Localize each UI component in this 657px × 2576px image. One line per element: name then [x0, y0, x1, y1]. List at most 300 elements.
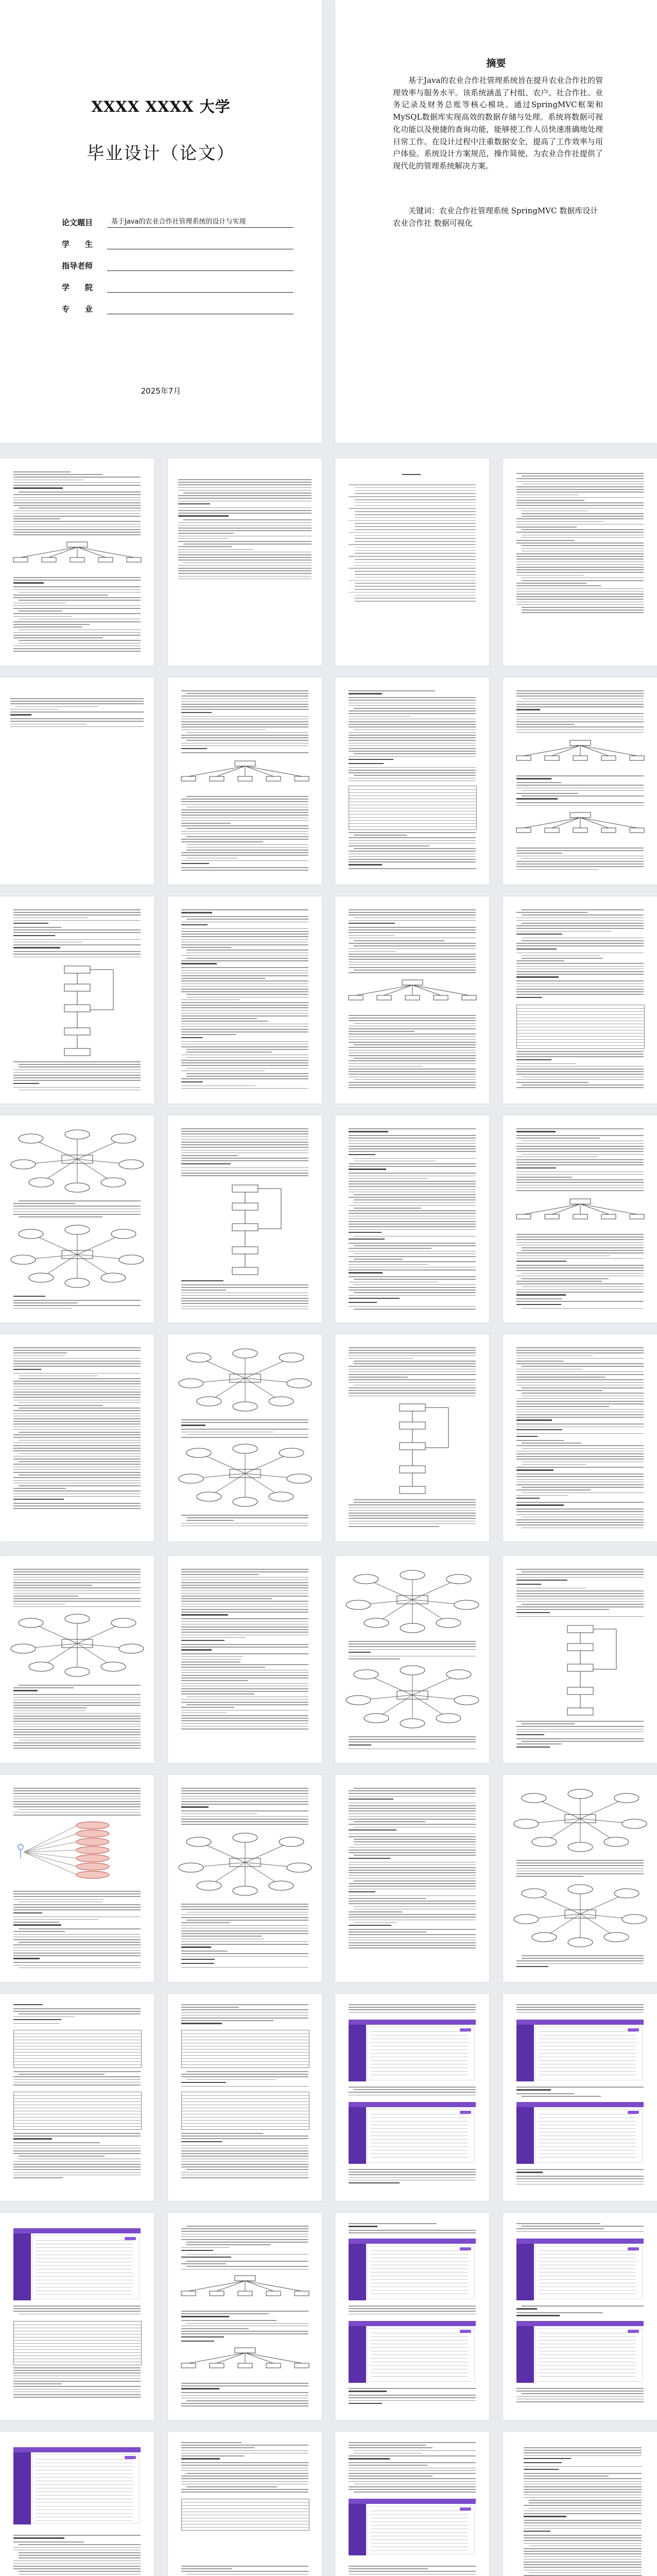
use-case-diagram	[0, 1821, 154, 1886]
table-row	[349, 789, 476, 790]
page-content-line	[13, 1596, 78, 1597]
page-content-line	[516, 1865, 644, 1866]
page-content-line	[186, 919, 308, 920]
page-content-line	[181, 2164, 308, 2165]
page-content-line	[524, 2526, 642, 2527]
page-content-line	[349, 1819, 476, 1820]
section-heading	[349, 1744, 371, 1745]
page-content-line	[181, 2145, 308, 2146]
page-content-line	[516, 518, 644, 519]
page-content-line	[349, 851, 476, 852]
page-content-line	[181, 1173, 308, 1174]
page-content-line	[516, 969, 644, 970]
page-content-line	[349, 1213, 476, 1214]
page-content-line	[349, 1814, 476, 1815]
page-content-line	[524, 2537, 642, 2538]
page-content-line	[181, 1693, 254, 1694]
page-content-line	[181, 1029, 308, 1030]
page-content-line	[349, 1369, 476, 1370]
page-content-line	[516, 853, 562, 854]
page-content-line	[516, 1185, 644, 1186]
page-content-line	[529, 2502, 642, 2503]
page-content-line	[349, 1066, 423, 1067]
page-content-line	[349, 770, 476, 771]
screenshot-row	[539, 2031, 636, 2032]
page-content-line	[181, 1814, 257, 1815]
page-content-line	[349, 767, 476, 768]
page-content-line	[349, 1862, 476, 1863]
page-content-line	[349, 2470, 476, 2471]
toc-entry	[355, 586, 476, 587]
page-content-line	[181, 2333, 308, 2334]
page-content-line	[13, 2153, 141, 2154]
page-content-line	[349, 909, 476, 910]
page-content-line	[516, 1054, 644, 1055]
page-content-line	[13, 920, 141, 921]
page-content-line	[349, 1295, 476, 1296]
page-content-line	[516, 788, 644, 789]
page-content-line	[13, 2164, 141, 2165]
section-heading	[13, 947, 60, 948]
page-content-line	[524, 2473, 642, 2474]
page-content-line	[516, 1056, 644, 1057]
page-content-line	[349, 772, 476, 773]
page-content-line	[13, 1697, 141, 1698]
flow-chart	[0, 963, 154, 1059]
toc-entry	[355, 523, 476, 524]
screenshot-row	[371, 2543, 468, 2544]
page-content-line	[529, 2546, 642, 2547]
screenshot-button	[628, 2028, 639, 2031]
page-content-line	[178, 560, 312, 561]
page-content-line	[516, 594, 644, 595]
screenshot-row	[539, 2268, 636, 2269]
thumbnail-page	[0, 1994, 154, 2201]
page-content-line	[349, 1069, 476, 1070]
page-content-line	[516, 1409, 644, 1410]
page-content-line	[13, 2008, 141, 2009]
page-content-line	[354, 1880, 476, 1882]
screenshot-row	[371, 2121, 468, 2122]
page-content-line	[349, 1396, 476, 1397]
page-content-line	[181, 820, 308, 821]
page-content-line	[349, 1929, 476, 1930]
page-content-line	[181, 2086, 308, 2087]
page-content-line	[19, 619, 141, 620]
page-content-line	[13, 1899, 103, 1900]
page-content-line	[524, 2486, 642, 2487]
page-content-line	[19, 2074, 105, 2075]
thumbnail-page	[0, 896, 154, 1104]
page-content-line	[516, 1063, 576, 1064]
screenshot-row	[371, 2031, 468, 2032]
page-content-line	[181, 1790, 308, 1791]
page-content-line	[186, 2169, 308, 2170]
page-content-line	[516, 730, 644, 731]
page-content-line	[524, 2553, 642, 2554]
section-heading	[516, 1167, 556, 1168]
page-content-line	[516, 1361, 563, 1362]
page-content-line	[516, 1476, 644, 1477]
section-heading	[13, 2004, 43, 2005]
screenshot-row	[371, 2340, 468, 2341]
page-content-line	[349, 1379, 476, 1380]
page-content-line	[516, 524, 644, 525]
page-content-line	[516, 704, 644, 705]
page-content-line	[522, 909, 644, 910]
page-content-line	[349, 1178, 427, 1179]
field-advisor	[62, 249, 293, 271]
page-content-line	[354, 1385, 476, 1386]
page-content-line	[524, 2570, 642, 2571]
page-content-line	[349, 1736, 476, 1737]
page-content-line	[349, 935, 394, 936]
page-content-line	[524, 2556, 642, 2557]
screenshot-row	[371, 2347, 468, 2348]
page-content-line	[181, 1142, 308, 1143]
page-content-line	[349, 1306, 476, 1307]
page-content-line	[19, 1928, 141, 1929]
page-content-line	[181, 2478, 308, 2479]
page-content-line	[516, 1347, 644, 1348]
page-content-line	[349, 938, 476, 939]
page-content-line	[522, 1517, 644, 1518]
page-content-line	[13, 1922, 59, 1923]
page-content-line	[13, 1209, 141, 1210]
page-content-line	[349, 1803, 476, 1804]
section-heading	[181, 2082, 226, 2083]
screenshot-sidebar	[349, 2504, 366, 2555]
page-content-line	[522, 2226, 644, 2227]
page-content-line	[349, 2478, 476, 2479]
section-heading	[181, 1649, 212, 1650]
page-content-line	[13, 1955, 141, 1956]
screenshot-row	[371, 2146, 468, 2147]
page-content-line	[181, 991, 308, 992]
page-content-line	[524, 2548, 642, 2549]
page-content-line	[516, 1509, 644, 1510]
section-heading	[13, 1499, 64, 1500]
page-content-line	[181, 2159, 308, 2160]
page-content-line	[516, 1495, 568, 1496]
page-content-line	[181, 2009, 308, 2010]
screenshot-row	[539, 2157, 636, 2158]
page-content-line	[13, 1363, 141, 1364]
page-content-line	[522, 940, 644, 941]
page-content-line	[181, 1577, 308, 1578]
page-content-line	[13, 2166, 141, 2167]
page-content-line	[349, 1138, 476, 1139]
page-content-line	[349, 2468, 476, 2469]
page-content-line	[181, 1585, 308, 1586]
page-content-line	[516, 785, 644, 786]
page-content-line	[349, 756, 476, 757]
screenshot-content	[367, 2328, 475, 2382]
page-content-line	[349, 1889, 476, 1890]
page-content-line	[19, 2552, 141, 2553]
page-content-line	[13, 1061, 141, 1062]
thumbnail-page	[0, 677, 154, 885]
page-content-line	[349, 1218, 476, 1219]
table-row	[14, 2033, 141, 2034]
page-content-line	[516, 1371, 644, 1372]
page-content-line	[186, 1920, 308, 1921]
page-content-line	[19, 1475, 141, 1476]
page-content-line	[181, 1953, 308, 1954]
page-content-line	[10, 709, 58, 710]
field-label: 指导老师	[62, 261, 93, 270]
screenshot-row	[539, 2035, 636, 2036]
table-row	[182, 2098, 309, 2099]
table-row	[517, 1008, 644, 1009]
page-content-line	[349, 2486, 476, 2487]
section-heading	[516, 1429, 562, 1430]
page-content-line	[181, 2074, 308, 2075]
section-heading	[349, 1239, 385, 1240]
page-content-line	[19, 1685, 141, 1686]
toc-entry	[349, 484, 476, 485]
toc-entry	[355, 571, 476, 572]
section-heading	[516, 1261, 566, 1262]
page-content-line	[516, 1599, 644, 1600]
page-content-line	[181, 724, 308, 725]
page-content-line	[19, 1902, 102, 1903]
page-content-line	[522, 1247, 644, 1248]
page-content-line	[181, 2007, 239, 2008]
page-content-line	[516, 1082, 589, 1083]
page-content-line	[516, 2223, 600, 2224]
page-content-line	[516, 1729, 644, 1730]
thumbnail-page	[503, 1115, 657, 1323]
thumbnail-page	[503, 2213, 657, 2420]
page-content-line	[181, 2166, 308, 2167]
section-heading	[349, 763, 384, 764]
screenshot-row	[36, 2294, 133, 2295]
page-content-line	[10, 721, 144, 722]
flow-chart	[168, 1182, 322, 1278]
thumbnail-page	[168, 1115, 322, 1323]
page-content-line	[13, 1799, 141, 1800]
page-content-line	[349, 1808, 476, 1809]
page-content-line	[181, 823, 231, 824]
toc-entry	[349, 496, 476, 497]
screenshot-row	[539, 2340, 636, 2341]
page-content-line	[349, 2397, 476, 2398]
page-content-line	[13, 1080, 141, 1081]
page-content-line	[349, 1942, 476, 1943]
thumbnail-page	[168, 2432, 322, 2576]
page-content-line	[354, 1363, 476, 1364]
screenshot-header-bar	[13, 2447, 141, 2452]
thumbnail-page	[168, 459, 322, 666]
page-content-line	[181, 2484, 308, 2485]
page-content-line	[516, 1172, 644, 1173]
page-content-line	[13, 1450, 141, 1451]
page-content-line	[349, 1836, 476, 1837]
page-content-line	[516, 991, 644, 992]
page-content-line	[516, 2004, 644, 2005]
section-heading	[13, 1083, 39, 1084]
page-content-line	[181, 1922, 230, 1923]
field-major	[62, 293, 293, 314]
field-value	[107, 282, 293, 293]
page-content-line	[349, 1749, 476, 1750]
page-content-line	[516, 1412, 644, 1413]
screenshot-sidebar	[516, 2107, 534, 2164]
page-content-line	[181, 841, 263, 842]
page-content-line	[181, 1060, 308, 1061]
page-content-line	[516, 1484, 644, 1485]
page-content-line	[354, 1309, 476, 1310]
page-content-line	[349, 1033, 476, 1035]
table-row	[517, 1036, 644, 1037]
page-content-line	[516, 1135, 644, 1136]
section-heading	[516, 1304, 561, 1305]
page-content-line	[181, 1939, 264, 1940]
tree-diagram	[0, 541, 154, 572]
page-content-line	[181, 1021, 268, 1022]
page-content-line	[524, 2505, 642, 2506]
page-content-line	[516, 532, 644, 533]
section-heading	[181, 2023, 222, 2024]
thumbnail-page	[335, 1115, 489, 1323]
page-content-line	[13, 595, 108, 596]
page-content-line	[181, 2175, 308, 2176]
page-content-line	[349, 1917, 476, 1918]
page-content-line	[516, 1281, 602, 1282]
page-content-line	[19, 2013, 141, 2014]
page-content-line	[349, 1510, 476, 1511]
thumbnail-page	[503, 677, 657, 885]
page-content-line	[522, 516, 644, 517]
section-heading	[13, 935, 55, 936]
section-heading	[524, 2531, 550, 2532]
page-content-line	[181, 2326, 308, 2327]
toc-entry	[355, 583, 476, 584]
page-content-line	[178, 554, 312, 555]
page-content-line	[354, 1245, 476, 1246]
page-content-line	[13, 2177, 63, 2178]
page-content-line	[524, 2478, 642, 2479]
page-content-line	[13, 597, 141, 598]
toc-entry	[355, 514, 476, 515]
page-content-line	[186, 732, 308, 733]
page-content-line	[524, 2522, 642, 2523]
page-content-line	[181, 1804, 308, 1805]
thumbnail-page	[168, 1775, 322, 1982]
page-content-line	[178, 510, 312, 511]
section-heading	[181, 2336, 224, 2337]
section-heading	[349, 759, 393, 760]
er-diagram	[0, 1128, 154, 1195]
page-content-line	[181, 1062, 308, 1063]
screenshot-content	[367, 2027, 475, 2080]
page-content-line	[516, 918, 644, 919]
page-content-line	[13, 2541, 84, 2543]
page-content-line	[516, 856, 644, 857]
page-content-line	[13, 1748, 141, 1749]
page-content-line	[516, 2228, 604, 2229]
screenshot-content	[32, 2454, 140, 2523]
page-content-line	[181, 2239, 308, 2240]
page-content-line	[516, 1236, 644, 1238]
page-content-line	[13, 1347, 141, 1348]
page-content-line	[349, 1221, 476, 1222]
page-content-line	[13, 1389, 141, 1390]
page-content-line	[349, 1739, 476, 1740]
page-content-line	[181, 2571, 308, 2572]
page-content-line	[181, 1644, 308, 1645]
section-heading	[349, 1891, 375, 1892]
page-content-line	[19, 2544, 141, 2545]
page-content-line	[516, 1252, 644, 1253]
page-content-line	[13, 1496, 141, 1497]
page-content-line	[181, 999, 239, 1001]
page-content-line	[181, 1128, 308, 1129]
table-row	[182, 2033, 309, 2034]
page-content-line	[13, 1355, 65, 1357]
thumbnail-page	[168, 1334, 322, 1541]
page-content-line	[13, 1350, 141, 1351]
page-content-line	[516, 732, 644, 733]
field-label: 学 院	[62, 283, 93, 292]
page-content-line	[13, 2011, 141, 2012]
page-content-line	[181, 1593, 308, 1594]
section-heading	[516, 778, 551, 779]
page-content-line	[178, 498, 312, 499]
page-content-line	[186, 2266, 308, 2267]
page-content-line	[349, 2395, 476, 2396]
page-content-line	[349, 1895, 476, 1896]
table-row	[182, 2123, 309, 2124]
page-content-line	[529, 2572, 642, 2573]
page-content-line	[13, 516, 141, 517]
page-content-line	[349, 1824, 476, 1825]
page-content-line	[516, 1292, 644, 1293]
page-content-line	[516, 1726, 644, 1727]
page-content-line	[181, 2156, 308, 2157]
table-row	[14, 2098, 141, 2099]
page-content-line	[181, 1437, 308, 1438]
page-content-line	[181, 1041, 308, 1042]
page-content-line	[19, 1064, 141, 1065]
page-content-line	[181, 986, 308, 987]
thumbnail-page	[503, 459, 657, 666]
page-content-line	[13, 1087, 141, 1088]
screenshot-button	[460, 2507, 471, 2511]
page-content-line	[13, 1893, 141, 1894]
screenshot-row	[539, 2146, 636, 2147]
thumbnail-page	[335, 2213, 489, 2420]
page-content-line	[19, 2314, 141, 2315]
page-content-line	[181, 1601, 308, 1602]
page-content-line	[516, 1390, 602, 1391]
page-content-line	[349, 1387, 476, 1388]
page-content-line	[516, 726, 644, 727]
page-content-line	[349, 2095, 476, 2096]
page-content-line	[13, 1308, 72, 1309]
toc-entry	[355, 538, 476, 539]
page-content-line	[349, 781, 476, 782]
page-content-line	[181, 1071, 265, 1072]
page-content-line	[13, 2133, 141, 2134]
page-content-line	[349, 1377, 408, 1378]
section-heading	[349, 1925, 391, 1926]
page-content-line	[522, 1084, 644, 1086]
page-content-line	[178, 490, 312, 491]
page-content-line	[186, 958, 308, 959]
page-content-line	[524, 2564, 642, 2565]
